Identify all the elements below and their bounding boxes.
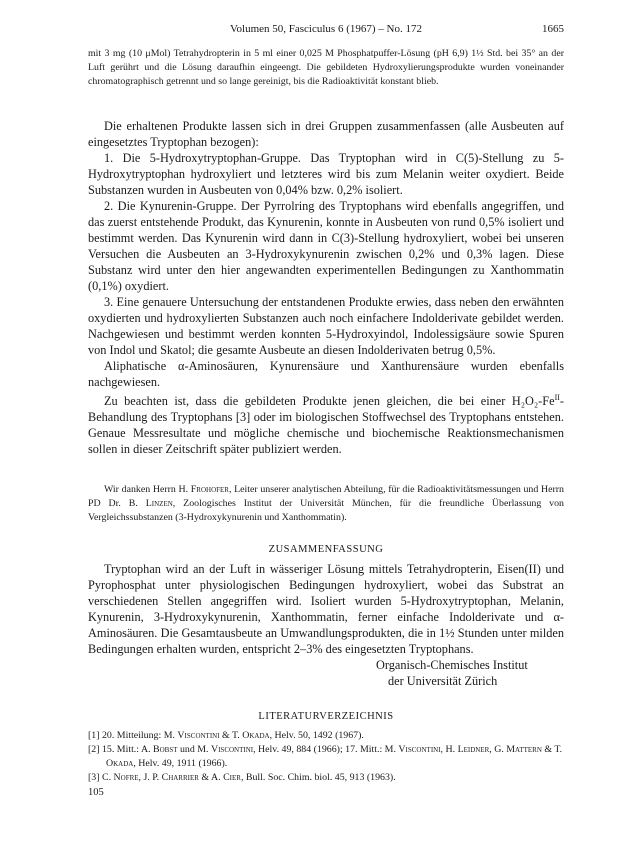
ref-author: Viscontini	[177, 730, 220, 741]
ref-author: Charrier	[161, 772, 199, 783]
summary-heading-wrap	[88, 544, 564, 555]
ref-text: , J. P.	[138, 772, 162, 783]
ack-part-b: , Leiter unserer analytischen Abteilung, für die Radioaktivitätsmessungen und Herrn PD Dr.	[88, 484, 564, 509]
ref-number: [2]	[88, 744, 100, 755]
ack-part-a: Wir danken Herrn	[104, 484, 179, 495]
ref-author: Nofre	[113, 772, 139, 783]
affiliation-line-1: Organisch-Chemisches Institut	[376, 658, 528, 672]
main-body	[88, 118, 564, 457]
summary-text: Tryptophan wird an der Luft in wässeriger Lösung mittels Tetrahydropterin, Eisen(II) und Pyrophosphat unter physiologischen Bedingungen hydroxyliert, wobei das Substrat an verschiedenen Stellen angegriffen wird. Isoliert wurden 5-Hydroxytryptophan, Melanin, Kynurenin, 3-Hydroxykynurenin, Xanthommatin, ferner einfache Indolderivate und α-Aminosäuren. Die Gesamtausbeute an Umwandlungsprodukten, die in 1½ Stunden unter milden Bedingungen erhalten wurden, entspricht 2–3% des eingesetzten Tryptophans.	[88, 562, 564, 656]
note-paragraph	[88, 390, 564, 457]
ref-text: C.	[99, 772, 114, 783]
ref-text: & T.	[219, 730, 243, 741]
summary	[88, 561, 564, 657]
ref-text: & T.	[541, 744, 563, 755]
note-superscript: II	[554, 393, 560, 402]
summary-heading: ZUSAMMENFASSUNG	[268, 544, 384, 555]
ref-text: , H.	[440, 744, 458, 755]
reference-item	[88, 771, 564, 785]
affiliation-line-2: der Universität Zürich	[388, 674, 498, 688]
note-text-pre: Zu beachten ist, dass die gebildeten Produkte jenen gleichen, die bei einer H₂O₂-Fe	[104, 394, 555, 409]
ref-text: 20. Mitteilung: M.	[99, 730, 178, 741]
ref-text: 15. Mitt.: A.	[99, 744, 154, 755]
ref-text: , Helv. 50, 1492 (1967).	[269, 730, 364, 741]
ack-part-c: , Zoologisches Institut der Universität München, für die freundliche Überlassung von Vergleichssubstanzen (3-Hydroxykynurenin und Xanthommatin).	[88, 497, 564, 523]
ref-author: Bobst	[153, 744, 178, 755]
affiliation	[88, 657, 564, 689]
ref-author: Okada	[242, 730, 270, 741]
ref-number: [1]	[88, 730, 100, 741]
intro-paragraph: Die erhaltenen Produkte lassen sich in drei Gruppen zusammenfassen (alle Ausbeuten auf eingesetztes Tryptophan bezogen):	[88, 119, 564, 149]
ref-text: & A.	[198, 772, 224, 783]
group1-paragraph: 1. Die 5-Hydroxytryptophan-Gruppe. Das Tryptophan wird in C(5)-Stellung zu 5-Hydroxytryptophan hydroxyliert und letzteres wird bis zum Melanin weiter oxydiert. Beide Substanzen wurden in Ausbeuten von 0,04% bzw. 0,2% isoliert.	[88, 151, 564, 197]
ref-number: [3]	[88, 772, 100, 783]
acknowledgement-text	[88, 483, 564, 524]
ref-author: Cier	[223, 772, 241, 783]
ack-name-1: H. Frohofer	[178, 484, 229, 495]
ref-author: Mattern	[506, 744, 542, 755]
reference-item	[88, 743, 564, 771]
ref-text: und M.	[177, 744, 211, 755]
ref-author: Okada	[106, 758, 134, 769]
folio: 105	[88, 787, 104, 798]
ack-name-2: B. Linzen	[128, 497, 173, 509]
ref-author: Viscontini	[210, 744, 254, 755]
page-number: 1665	[542, 23, 564, 35]
references-heading: LITERATURVERZEICHNIS	[258, 711, 394, 722]
ref-text: , G.	[489, 744, 507, 755]
group3-paragraph: 3. Eine genauere Untersuchung der entstandenen Produkte erwies, dass neben den erwähnten oxydierten und hydroxylierten Substanzen auch noch einfachere Indolderivate gebildet werden. Nachgewiesen und bestimmt werden konnten 5-Hydroxyindol, Indolessigsäure sowie Spuren von Indol und Skatol; die gesamte Ausbeute an diesen Indolderivaten betrug 0,5%.	[88, 295, 564, 357]
ref-author: Viscontini	[398, 744, 441, 755]
ref-text: , Bull. Soc. Chim. biol. 45, 913 (1963).	[240, 772, 396, 783]
running-title: Volumen 50, Fasciculus 6 (1967) – No. 172	[230, 23, 422, 35]
note-text-post: -Behandlung des Tryptophans [3] oder im biologischen Stoffwechsel des Tryptophans entstehen. Genaue Messresultate und mögliche chemische und biochemische Reaktionsmechanismen sollen in dieser Zeitschrift später publiziert werden.	[88, 394, 564, 457]
ref-text: , Helv. 49, 1911 (1966).	[133, 758, 228, 769]
method-note-text: mit 3 mg (10 μMol) Tetrahydropterin in 5 ml einer 0,025 M Phosphatpuffer-Lösung (pH 6,9) 1½ Std. bei 35° an der Luft gerührt und die Lösung daraufhin eingeengt. Die gebildeten Hydroxylierungsprodukte wurden voneinander chromatographisch getrennt und so lange gereinigt, bis die Radioaktivität konstant blieb.	[88, 48, 564, 87]
references-list	[88, 729, 564, 785]
references-heading-wrap	[88, 711, 564, 722]
ref-text: , Helv. 49, 884 (1966); 17. Mitt.: M.	[253, 744, 399, 755]
acknowledgement	[88, 483, 564, 524]
ref-author: Leidner	[457, 744, 490, 755]
group2-paragraph: 2. Die Kynurenin-Gruppe. Der Pyrrolring des Tryptophans wird ebenfalls angegriffen, und das zuerst entstehende Produkt, das Kynurenin, konnte in Ausbeuten von rund 0,5% isoliert und bestimmt werden. Das Kynurenin wird dann in C(3)-Stellung hydroxyliert, wobei bei unseren Versuchen die Ausbeuten an 3-Hydroxykynurenin zwischen 0,2% und 0,3% lagen. Diese Substanz wird unter den hier angewandten experimentellen Bedingungen zu Xanthommatin (0,1%) oxydiert.	[88, 199, 564, 293]
method-note	[88, 47, 564, 88]
reference-item	[88, 729, 564, 743]
aliphatic-paragraph: Aliphatische α-Aminosäuren, Kynurensäure und Xanthurensäure wurden ebenfalls nachgewiesen.	[88, 359, 564, 389]
